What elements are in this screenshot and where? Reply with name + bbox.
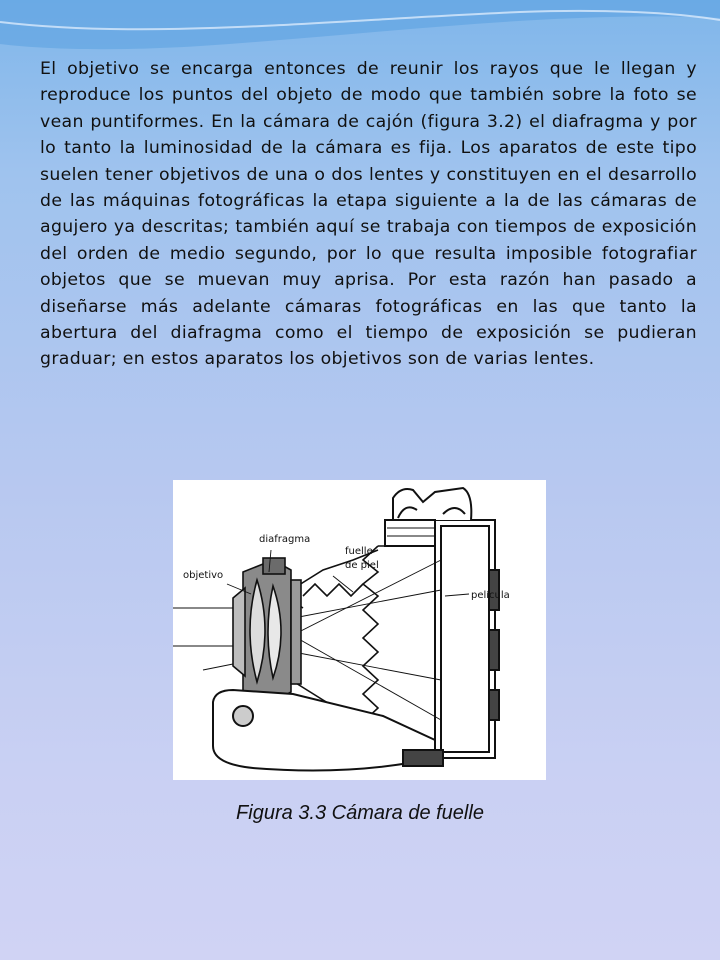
body-paragraph: El objetivo se encarga entonces de reunir los rayos que le llegan y reproduce los puntos del objeto de modo que también sobre la foto se vean puntiformes. En la cámara de cajón (figura 3.2) el diafragma y por lo tanto la luminosidad de la cámara es fija. Los aparatos de este tipo suelen tener objetivos de una o dos lentes y constituyen en el desarrollo de las máquinas fotográficas la etapa siguiente a la de las cámaras de agujero ya descritas; también aquí se trabaja con tiempos de exposición del orden de medio segundo, por lo que resulta imposible fotografiar objetos que se muevan muy aprisa. Por esta razón han pasado a diseñarse más adelante cámaras fotográficas en las que tanto la abertura del diafragma como el tiempo de exposición se pudieran graduar; en estos aparatos los objetivos son de varias lentes. xyxy=(40,59,697,370)
camera-back xyxy=(385,488,499,758)
label-fuelle-line1: fuelle xyxy=(345,546,373,557)
camera-bed xyxy=(213,690,443,770)
label-fuelle-line2: de piel xyxy=(345,560,379,571)
light-rays xyxy=(173,560,441,720)
lens-assembly xyxy=(233,558,301,702)
bellows-camera-diagram xyxy=(173,480,546,780)
label-objetivo: objetivo xyxy=(183,570,224,581)
label-pelicula: película xyxy=(471,590,510,601)
label-diafragma: diafragma xyxy=(259,534,311,545)
figure-caption: Figura 3.3 Cámara de fuelle xyxy=(236,802,484,824)
camera-diagram-figure xyxy=(173,480,546,780)
